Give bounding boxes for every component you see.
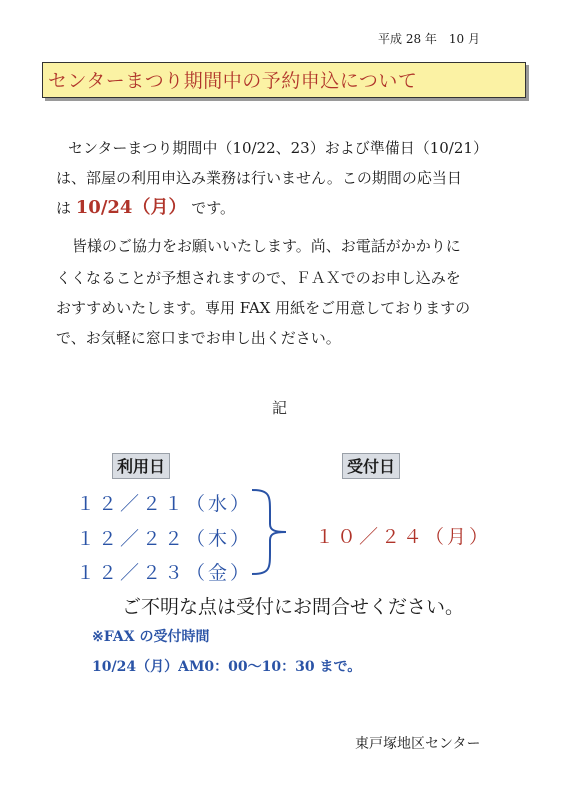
usage-date-1: １２／２１（水）: [76, 493, 253, 515]
reception-date: １０／２４（月）: [315, 526, 492, 548]
usage-date-3: １２／２３（金）: [76, 562, 253, 584]
notice-line-3-suffix: です。: [186, 199, 236, 217]
usage-date-label: 利用日: [112, 453, 170, 479]
fax-hours-heading: ※FAX の受付時間: [92, 629, 210, 645]
notice-line-3-prefix: は: [56, 199, 76, 217]
request-line-2: くくなることが予想されますので、ＦＡＸでのお申し込みを: [56, 269, 461, 287]
reception-date-label: 受付日: [342, 453, 400, 479]
inquiry-note: ご不明な点は受付にお問合せください。: [122, 596, 465, 618]
usage-date-2: １２／２２（木）: [76, 528, 253, 550]
document-date: 平成 28 年 10 月: [378, 32, 480, 46]
ki-heading: 記: [272, 399, 288, 417]
brace-icon: [246, 486, 296, 578]
organization-name: 東戸塚地区センター: [355, 736, 481, 752]
request-line-1: 皆様のご協力をお願いいたします。尚、お電話がかかりに: [72, 237, 461, 255]
page-title: センターまつり期間中の予約申込について: [48, 70, 418, 92]
substitute-date: 10/24（月）: [75, 197, 187, 218]
request-line-3: おすすめいたします。専用 FAX 用紙をご用意しておりますの: [56, 299, 471, 317]
notice-line-3: [56, 193, 235, 223]
notice-line-2: は、部屋の利用申込み業務は行いません。この期間の応当日: [56, 169, 462, 187]
request-line-4: で、お気軽に窓口までお申し出ください。: [56, 329, 341, 347]
fax-hours: 10/24（月）AM0：00〜10：30 まで。: [92, 659, 362, 675]
notice-line-1: センターまつり期間中（10/22、23）および準備日（10/21）: [68, 139, 488, 157]
